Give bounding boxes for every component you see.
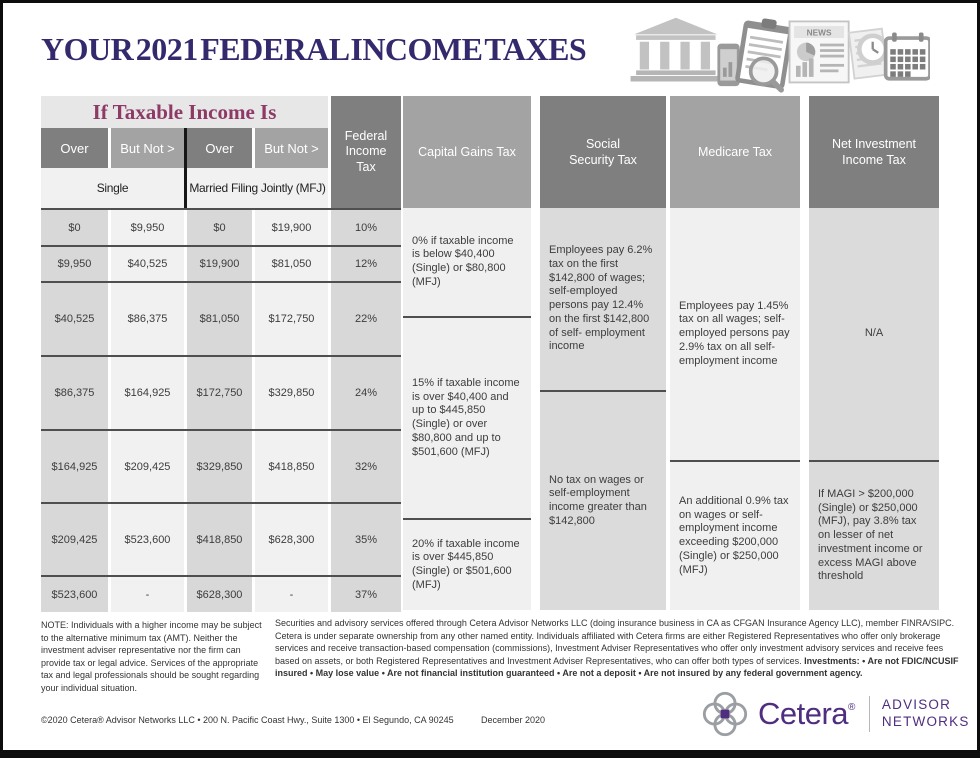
cell-mfj-over: $0 <box>187 210 252 245</box>
bracket-table-body <box>41 208 401 612</box>
header-butnot-single: But Not > <box>111 128 184 168</box>
capital-gains-section-2: 20% if taxable income is over $445,850 (Single) or $501,600 (MFJ) <box>403 518 531 610</box>
cell-rate: 35% <box>331 504 401 575</box>
capital-gains-column <box>403 208 531 610</box>
cell-single-over: $209,425 <box>41 504 108 575</box>
cell-single-over: $0 <box>41 210 108 245</box>
cell-rate: 12% <box>331 247 401 281</box>
net-investment-header <box>809 96 939 208</box>
capital-gains-header <box>403 96 531 208</box>
cell-mfj-over: $329,850 <box>187 431 252 502</box>
cell-mfj-butnot: $628,300 <box>255 504 328 575</box>
cetera-logo <box>700 689 970 739</box>
investments-disclaimer: Investments: • Are not FDIC/NCUSIF insured • May lose value • Are not financial institution guaranteed • Are not a deposit • Are not insured by any federal government agency. <box>275 655 959 679</box>
cell-rate: 32% <box>331 431 401 502</box>
header-over-mfj: Over <box>187 128 252 168</box>
federal-income-tax-header <box>331 96 401 208</box>
document-date: December 2020 <box>481 715 546 725</box>
social-security-section-1: No tax on wages or self-employment income greater than $142,800 <box>540 390 666 610</box>
cetera-clover-icon <box>700 689 750 739</box>
cell-mfj-over: $19,900 <box>187 247 252 281</box>
table-row <box>41 575 401 612</box>
cell-mfj-butnot: $81,050 <box>255 247 328 281</box>
cell-single-over: $164,925 <box>41 431 108 502</box>
svg-text:NEWS: NEWS <box>806 27 832 38</box>
cell-single-butnot: $523,600 <box>111 504 184 575</box>
medicare-section-1: An additional 0.9% tax on wages or self-employment income exceeding $200,000 (Single) or $250,000 (MFJ) <box>670 460 800 610</box>
clock-icon <box>857 33 888 64</box>
social-security-header <box>540 96 666 208</box>
cell-single-butnot: $164,925 <box>111 357 184 429</box>
advisor-networks-label <box>882 697 970 731</box>
amt-note: NOTE: Individuals with a higher income may be subject to the alternative minimum tax (AMT). Neither the investment adviser representative nor the firm can provide tax or legal advice. Services of the appropriate tax and legal professionals should be sought regarding your individual situation. <box>41 620 262 693</box>
single-mfj-divider <box>184 128 187 208</box>
header-illustration <box>625 9 930 98</box>
social-security-section-0: Employees pay 6.2% tax on the first $142,800 of wages; self-employed persons pay 12.4% on the first $142,800 of self- employment income <box>549 244 653 353</box>
table-row <box>41 502 401 575</box>
capital-gains-header-label: Capital Gains Tax <box>418 144 516 159</box>
header-butnot-mfj: But Not > <box>255 128 328 168</box>
cetera-wordmark <box>758 696 855 732</box>
social-security-column <box>540 208 666 610</box>
cell-single-butnot: $86,375 <box>111 283 184 355</box>
table-row <box>41 281 401 355</box>
cell-single-butnot: - <box>111 577 184 612</box>
cell-single-butnot: $40,525 <box>111 247 184 281</box>
legal-disclaimer <box>275 617 965 680</box>
cell-single-butnot: $9,950 <box>111 210 184 245</box>
cell-mfj-butnot: - <box>255 577 328 612</box>
bank-icon <box>631 18 722 82</box>
cell-mfj-butnot: $19,900 <box>255 210 328 245</box>
calendar-icon <box>886 33 930 79</box>
copyright-line: ©2020 Cetera® Advisor Networks LLC • 200 N. Pacific Coast Hwy., Suite 1300 • El Segundo, CA 90245 <box>41 715 454 725</box>
page-title: YOUR 2021 FEDERAL INCOME TAXES <box>41 31 587 67</box>
medicare-section-0: Employees pay 1.45% tax on all wages; self-employed persons pay 2.9% tax on all self-employment income <box>679 299 790 367</box>
header-mfj: Married Filing Jointly (MFJ) <box>187 168 328 208</box>
cell-mfj-over: $628,300 <box>187 577 252 612</box>
networks-line: NETWORKS <box>881 714 970 729</box>
header-over-single: Over <box>41 128 108 168</box>
cell-mfj-over: $81,050 <box>187 283 252 355</box>
cell-single-over: $523,600 <box>41 577 108 612</box>
advisor-line: ADVISOR <box>881 697 952 713</box>
cell-mfj-butnot: $418,850 <box>255 431 328 502</box>
medicare-header <box>670 96 800 208</box>
cell-rate: 24% <box>331 357 401 429</box>
cell-rate: 22% <box>331 283 401 355</box>
medicare-column <box>670 208 800 610</box>
net-investment-column <box>809 208 939 610</box>
capital-gains-section-1: 15% if taxable income is over $40,400 and up to $445,850 (Single) or over $80,800 and up to $501,600 (MFJ) <box>403 316 531 518</box>
cell-mfj-butnot: $172,750 <box>255 283 328 355</box>
cell-rate: 10% <box>331 210 401 245</box>
table-row <box>41 208 401 245</box>
cell-mfj-butnot: $329,850 <box>255 357 328 429</box>
registered-mark: ® <box>848 702 855 713</box>
net-investment-section-1: If MAGI > $200,000 (Single) or $250,000 (MFJ), pay 3.8% tax on lesser of net investment income or excess MAGI above threshold <box>809 460 939 610</box>
cell-single-butnot: $209,425 <box>111 431 184 502</box>
cell-mfj-over: $418,850 <box>187 504 252 575</box>
finance-icons-graphic <box>625 9 930 93</box>
table-row <box>41 429 401 502</box>
federal-income-tax-label: Federal Income Tax <box>344 128 388 174</box>
header-single: Single <box>41 168 184 208</box>
cell-rate: 37% <box>331 577 401 612</box>
cell-mfj-over: $172,750 <box>187 357 252 429</box>
newspaper-icon <box>790 21 849 82</box>
net-investment-section-0: N/A <box>864 327 884 340</box>
disclaimer-text: Securities and advisory services offered through Cetera Advisor Networks LLC (doing insurance business in CA as CFGAN Insurance Agency LLC), member FINRA/SIPC. Cetera is under separate ownership from any other named entity. Individuals affiliated with Cetera firms are either Registered Representatives who offer only brokerage services and receive transaction-based compensation (commissions), Investment Adviser Representatives who offer only investment advisory services and receive fees based on assets, or both Registered Representatives and Investment Adviser Representatives, who can offer both types of services. <box>275 618 955 666</box>
taxable-income-heading: If Taxable Income Is <box>41 96 328 128</box>
table-row <box>41 245 401 281</box>
cetera-word: Cetera <box>758 696 849 731</box>
social-security-header-label: Social Security Tax <box>569 136 637 167</box>
table-row <box>41 355 401 429</box>
capital-gains-section-0: 0% if taxable income is below $40,400 (Single) or $80,800 (MFJ) <box>412 234 514 288</box>
net-investment-header-label: Net Investment Income Tax <box>831 136 917 167</box>
cell-single-over: $86,375 <box>41 357 108 429</box>
cell-single-over: $9,950 <box>41 247 108 281</box>
medicare-header-label: Medicare Tax <box>697 144 773 159</box>
cell-single-over: $40,525 <box>41 283 108 355</box>
logo-divider <box>869 696 870 732</box>
